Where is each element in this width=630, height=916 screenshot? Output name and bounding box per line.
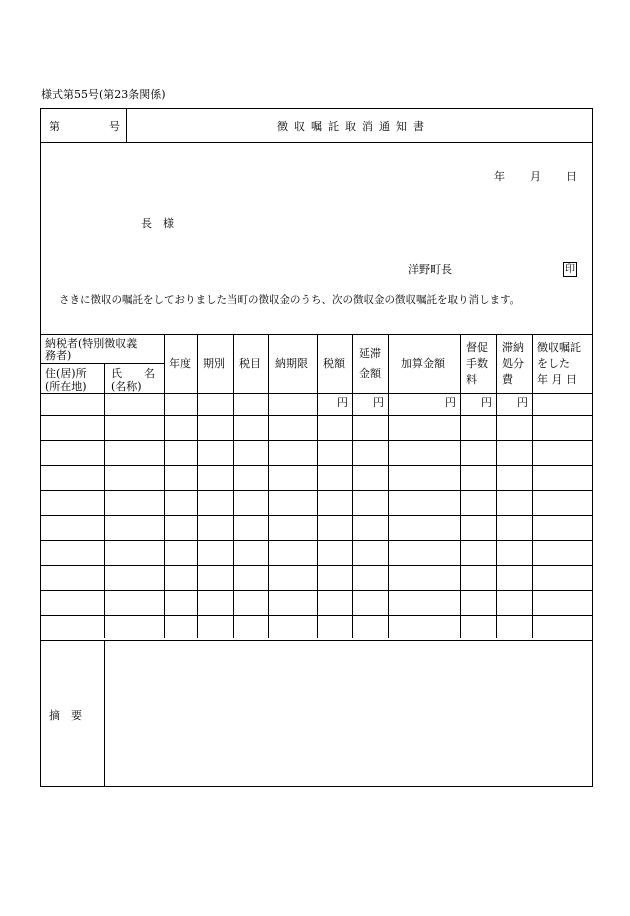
seal-mark: 印 <box>565 264 575 275</box>
col-rule <box>164 334 165 638</box>
unit-yen-tax: 円 <box>337 396 348 409</box>
taxpayer-subheader-rule <box>41 363 164 364</box>
col-rule <box>532 334 533 638</box>
remarks-col-rule <box>104 640 105 786</box>
header-dunning-line3: 料 <box>466 373 477 386</box>
header-commission-line2: をした <box>537 357 570 370</box>
sender-name: 洋野町長 <box>408 263 452 276</box>
header-arrears-line1: 滞納 <box>502 341 524 354</box>
date-day-label: 日 <box>566 170 577 183</box>
col-rule <box>388 334 389 638</box>
header-delay-line1: 延滞 <box>359 347 381 360</box>
col-rule <box>268 334 269 638</box>
date-month-label: 月 <box>530 170 541 183</box>
header-vline <box>126 109 127 142</box>
number-label-prefix: 第 <box>49 120 60 133</box>
unit-yen-arrears: 円 <box>517 396 528 409</box>
notice-body-text: さきに徴収の嘱託をしておりました当町の徴収金のうち、次の徴収金の徴収嘱託を取り消します。 <box>59 294 521 306</box>
col-rule <box>104 363 105 638</box>
header-tax-item: 税目 <box>239 357 261 370</box>
col-rule <box>460 334 461 638</box>
header-arrears-line2: 処分 <box>502 357 524 370</box>
header-commission-line3: 年 月 日 <box>537 373 577 386</box>
remarks-rule <box>41 640 592 641</box>
col-rule <box>197 334 198 638</box>
date-year-label: 年 <box>494 170 505 183</box>
header-address-line2: (所在地) <box>45 380 87 393</box>
unit-yen-additional: 円 <box>445 396 456 409</box>
notice-form <box>40 108 593 787</box>
header-tax-amount: 税額 <box>323 357 345 370</box>
col-rule <box>496 334 497 638</box>
header-deadline: 納期限 <box>275 357 308 370</box>
header-dunning-line2: 手数 <box>466 357 488 370</box>
header-taxpayer-line1: 納税者(特別徴収義 <box>45 337 138 350</box>
header-commission-line1: 徴収嘱託 <box>537 341 581 354</box>
header-delay-line2: 金額 <box>359 367 381 380</box>
header-period: 期別 <box>203 357 225 370</box>
col-rule <box>233 334 234 638</box>
header-dunning-line1: 督促 <box>466 341 488 354</box>
header-taxpayer-line2: 務者) <box>45 349 72 362</box>
col-rule <box>317 334 318 638</box>
addressee: 長 様 <box>141 217 174 230</box>
remarks-label: 摘 要 <box>49 709 82 722</box>
header-address-line1: 住(居)所 <box>45 367 87 380</box>
header-additional: 加算金額 <box>401 357 445 370</box>
form-number-label: 様式第55号(第23条関係) <box>41 88 166 101</box>
number-label-suffix: 号 <box>109 120 120 133</box>
header-year: 年度 <box>169 357 191 370</box>
header-name-line2: (名称) <box>111 380 142 393</box>
header-divider <box>41 142 592 143</box>
unit-yen-delay: 円 <box>373 396 384 409</box>
unit-yen-dunning: 円 <box>481 396 492 409</box>
header-arrears-line3: 費 <box>502 373 513 386</box>
col-rule <box>352 334 353 638</box>
header-name-line1: 氏 名 <box>111 367 155 380</box>
document-title: 徴収嘱託取消通知書 <box>277 120 430 133</box>
